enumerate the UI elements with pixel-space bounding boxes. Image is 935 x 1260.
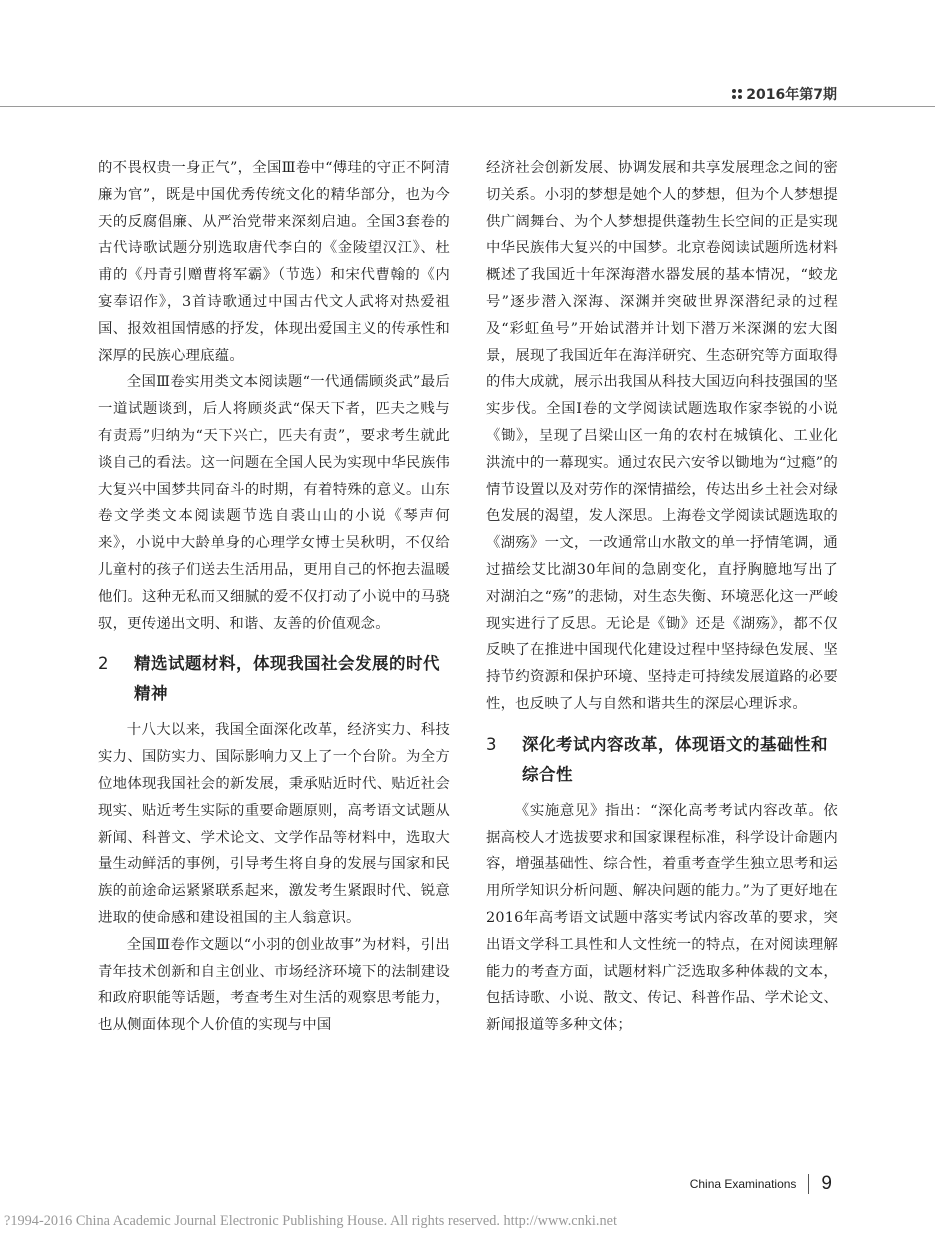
section-heading-3 (486, 730, 838, 790)
issue-text: 2016年第7期 (746, 87, 837, 103)
paragraph: 全国Ⅲ卷作文题以“小羽的创业故事”为材料，引出青年技术创新和自主创业、市场经济环境下的法制建设和政府职能等话题，考查考生对生活的观察思考能力，也从侧面体现个人价值的实现与中国 (98, 936, 450, 1034)
issue-label (732, 84, 837, 104)
section-heading-2 (98, 649, 450, 709)
section-number: 3 (486, 734, 497, 754)
header-rule (0, 106, 935, 107)
dots-icon (732, 89, 742, 99)
page-number: 9 (821, 1173, 832, 1194)
right-column (486, 155, 838, 1039)
page-footer (690, 1173, 832, 1195)
footer-divider (808, 1174, 809, 1194)
section-title: 深化考试内容改革，体现语文的基础性和综合性 (522, 734, 828, 784)
journal-name: China Examinations (689, 1177, 797, 1191)
paragraph: 《实施意见》指出：“深化高考考试内容改革。依据高校人才选拔要求和国家课程标准，科学设计命题内容，增强基础性、综合性，着重考查学生独立思考和运用所学知识分析问题、解决问题的能力。”为了更好地在2016年高考语文试题中落实考试内容改革的要求，突出语文学科工具性和人文性统一的特点，在对阅读理解能力的考查方面，试题材料广泛选取多种体裁的文本，包括诗歌、小说、散文、传记、科普作品、学术论文、新闻报道等多种文体； (486, 802, 838, 1034)
paragraph: 全国Ⅲ卷实用类文本阅读题“一代通儒顾炎武”最后一道试题谈到，后人将顾炎武“保天下者，匹夫之贱与有责焉”归纳为“天下兴亡，匹夫有责”，要求考生就此谈自己的看法。这一问题在全国人民为实现中华民族伟大复兴中国梦共同奋斗的时期，有着特殊的意义。山东卷文学类文本阅读题节选自裘山山的小说《琴声何来》，小说中大龄单身的心理学女博士吴秋明，不仅给儿童村的孩子们送去生活用品，更用自己的怀抱去温暖他们。这种无私而又细腻的爱不仅打动了小说中的马骁驭，更传递出文明、和谐、友善的价值观念。 (98, 374, 450, 632)
copyright-line: ?1994-2016 China Academic Journal Electronic Publishing House. All rights reserved. http://www.cnki.net (4, 1213, 617, 1229)
paragraph: 十八大以来，我国全面深化改革，经济实力、科技实力、国防实力、国际影响力又上了一个台阶。为全方位地体现我国社会的新发展，秉承贴近时代、贴近社会现实、贴近考生实际的重要命题原则，高考语文试题从新闻、科普文、学术论文、文学作品等材料中，选取大量生动鲜活的事例，引导考生将自身的发展与国家和民族的前途命运紧紧联系起来，激发考生紧跟时代、锐意进取的使命感和建设祖国的主人翁意识。 (98, 722, 450, 926)
left-column (98, 155, 450, 1039)
paragraph: 经济社会创新发展、协调发展和共享发展理念之间的密切关系。小羽的梦想是她个人的梦想，但为个人梦想提供广阔舞台、为个人梦想提供蓬勃生长空间的正是实现中华民族伟大复兴的中国梦。北京卷阅读试题所选材料概述了我国近十年深海潜水器发展的基本情况，“蛟龙号”逐步潜入深海、深渊并突破世界深潜纪录的过程及“彩虹鱼号”开始试潜并计划下潜万米深渊的宏大图景，展现了我国近年在海洋研究、生态研究等方面取得的伟大成就，展示出我国从科技大国迈向科技强国的坚实步伐。全国Ⅰ卷的文学阅读试题选取作家李锐的小说《锄》，呈现了吕梁山区一角的农村在城镇化、工业化洪流中的一幕现实。通过农民六安爷以锄地为“过瘾”的情节设置以及对劳作的深情描绘，传达出乡土社会对绿色发展的渴望，发人深思。上海卷文学阅读试题选取的《湖殇》一文，一改通常山水散文的单一抒情笔调，通过描绘艾比湖30年间的急剧变化，直抒胸臆地写出了对湖泊之“殇”的悲恸，对生态失衡、环境恶化这一严峻现实进行了反思。无论是《锄》还是《湖殇》，都不仅反映了在推进中国现代化建设过程中坚持绿色发展、坚持节约资源和保护环境、坚持走可持续发展道路的必要性，也反映了人与自然和谐共生的深层心理诉求。 (486, 160, 838, 712)
section-number: 2 (98, 654, 109, 674)
section-title: 精选试题材料，体现我国社会发展的时代精神 (134, 654, 440, 704)
paragraph: 的不畏权贵一身正气”，全国Ⅲ卷中“傅珪的守正不阿清廉为官”，既是中国优秀传统文化的精华部分，也为今天的反腐倡廉、从严治党带来深刻启迪。全国3套卷的古代诗歌试题分别选取唐代李白的《金陵望汉江》、杜甫的《丹青引赠曹将军霸》（节选）和宋代曹翰的《内宴奉诏作》，3首诗歌通过中国古代文人武将对热爱祖国、报效祖国情感的抒发，体现出爱国主义的传承性和深厚的民族心理底蕴。 (98, 160, 450, 364)
